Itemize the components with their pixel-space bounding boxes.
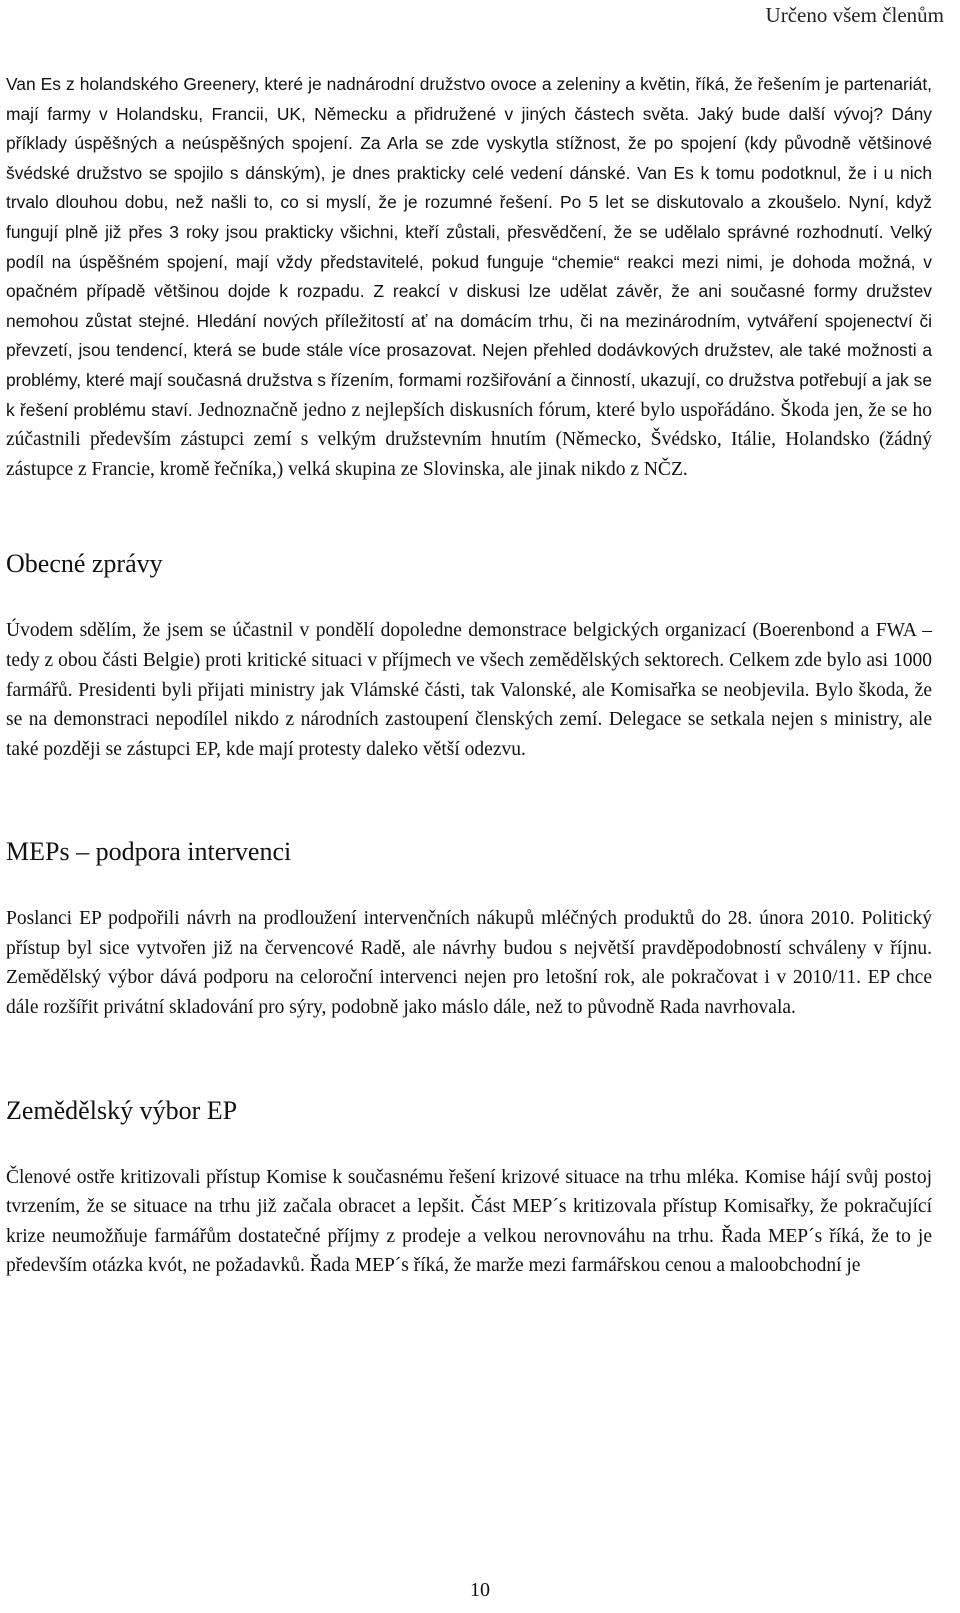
section-meps-intervention — [6, 836, 932, 1022]
section-paragraph: Poslanci EP podpořili návrh na prodloužení intervenčních nákupů mléčných produktů do 28. února 2010. Politický přístup byl sice vytvořen již na červencové Radě, ale návrhy budou s největší pravděpodobností schváleny v říjnu. Zemědělský výbor dává podporu na celoroční intervenci nejen pro letošní rok, ale pokračovat i v 2010/11. EP chce dále rozšířit privátní skladování pro sýry, podobně jako máslo dále, než to původně Rada navrhovala. — [6, 908, 932, 1019]
section-heading: Zemědělský výbor EP — [6, 1095, 238, 1125]
section-general-news — [6, 548, 932, 764]
running-header: Určeno všem členům — [765, 3, 944, 27]
section-paragraph: Úvodem sdělím, že jsem se účastnil v pondělí dopoledne demonstrace belgických organizací (Boerenbond a FWA – tedy z obou části Belgie) proti kritické situaci v příjmech ve všech zemědělských sektorech. Celkem zde bylo asi 1000 farmářů. Presidenti byli přijati ministry jak Vlámské části, tak Valonské, ale Komisařka se neobjevila. Bylo škoda, že se na demonstraci nepodílel nikdo z národních zastoupení členských zemí. Delegace se setkala nejen s ministry, ale také později se zástupci EP, kde mají protesty daleko větší odezvu. — [6, 620, 932, 760]
section-paragraph: Členové ostře kritizovali přístup Komise k současnému řešení krizové situace na trhu mléka. Komise hájí svůj postoj tvrzením, že se situace na trhu již začala obracet a lepšit. Část MEP´s kritizovala přístup Komisařky, že pokračující krize neumožňuje farmářům dostatečné příjmy z prodeje a velkou nerovnováhu na trhu. Řada MEP´s říká, že to je především otázka kvót, ne požadavků. Řada MEP´s říká, že marže mezi farmářskou cenou a maloobchodní je — [6, 1166, 932, 1277]
section-heading: Obecné zprávy — [6, 549, 163, 579]
document-body — [6, 70, 932, 1281]
intro-serif-text: Jednoznačně jedno z nejlepších diskusních fórum, které bylo uspořádáno. Škoda jen, že se ho zúčastnili především zástupci zemí s velkým družstevním hnutím (Německo, Švédsko, Itálie, Holandsko (žádný zástupce z Francie, kromě řečníka,) velká skupina ze Slovinska, ale jinak nikdo z NČZ. — [6, 399, 932, 480]
intro-paragraph — [6, 70, 932, 484]
page-number: 10 — [470, 1579, 490, 1601]
section-agriculture-committee — [6, 1095, 932, 1281]
intro-sans-text: Van Es z holandského Greenery, které je nadnárodní družstvo ovoce a zeleniny a květin, říká, že řešením je partenariát, mají farmy v Holandsku, Francii, UK, Německu a přidružené v jiných částech světa. Jaký bude další vývoj? Dány příklady úspěšných a neúspěšných spojení. Za Arla se zde vyskytla stížnost, že po spojení (kdy původně většinové švédské družstvo se spojilo s dánským), je dnes prakticky celé vedení dánské. Van Es k tomu podotknul, že i u nich trvalo dlouhou dobu, než našli to, co si myslí, že je rozumné řešení. Po 5 let se diskutovalo a zkoušelo. Nyní, když fungují plně již přes 3 roky jsou prakticky všichni, kteří zůstali, přesvědčení, že se udělalo správné rozhodnutí. Velký podíl na úspěšném spojení, mají vždy představitelé, pokud funguje “chemie“ reakci mezi nimi, je dohoda možná, v opačném případě většinou dojde k rozpadu. Z reakcí v diskusi lze udělat závěr, že ani současné formy družstev nemohou zůstat stejné. Hledání nových příležitostí ať na domácím trhu, či na mezinárodním, vytváření spojenectví či převzetí, jsou tendencí, která se bude stále více prosazovat. Nejen přehled dodávkových družstev, ale také možnosti a problémy, které mají současná družstva s řízením, formami rozšiřování a činností, ukazují, co družstva potřebují a jak se k řešení problému staví. — [6, 74, 932, 420]
section-heading: MEPs – podpora intervenci — [6, 837, 292, 867]
